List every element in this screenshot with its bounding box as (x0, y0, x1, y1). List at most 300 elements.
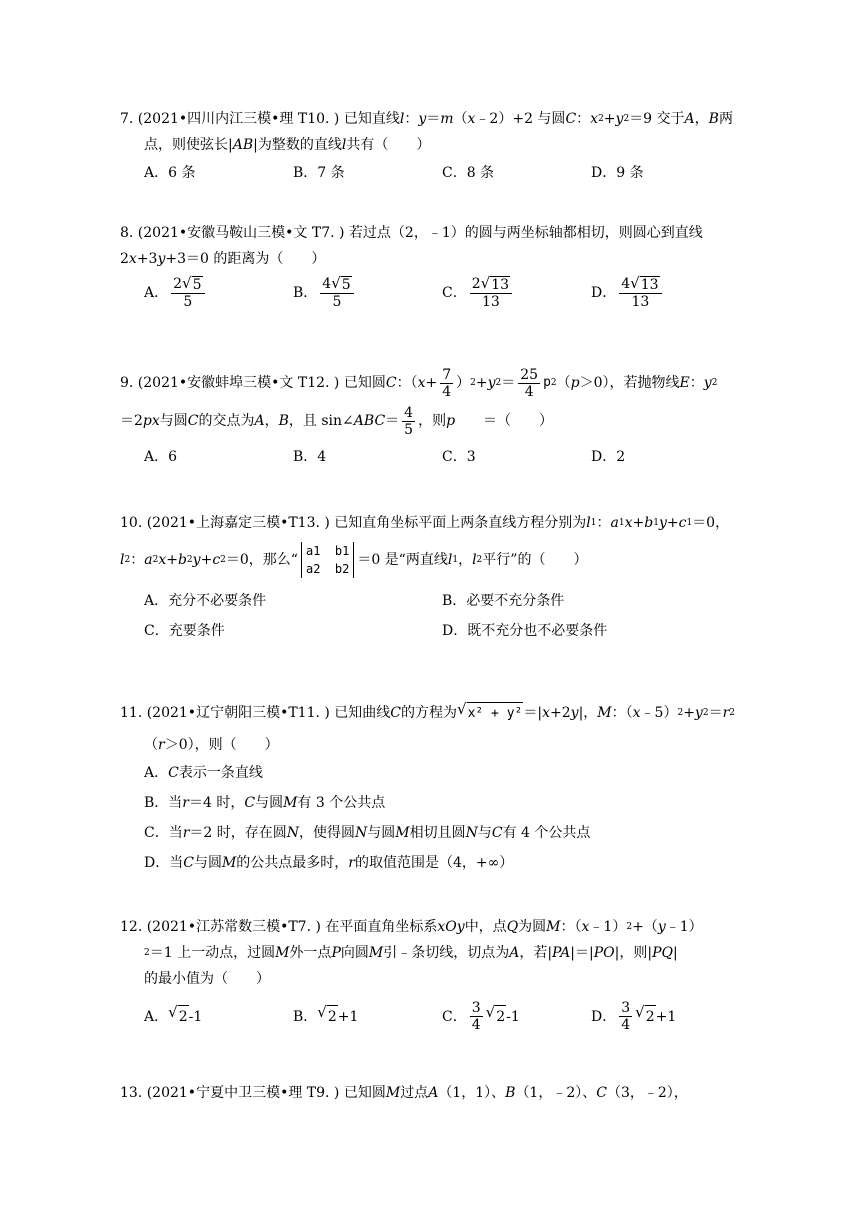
q9-text: ：（ (396, 375, 418, 391)
q11-text: C (491, 825, 503, 841)
q12-text: PQ (652, 945, 673, 961)
q8-option-label: A． (144, 285, 169, 301)
q10-option-a[interactable]: A．充分不必要条件 (144, 593, 267, 609)
q8-text: x (128, 251, 137, 267)
q10-option-d[interactable]: D．既不充分也不必要条件 (442, 623, 608, 639)
q12-text: 2 (144, 948, 150, 958)
q11-text: 与圆 (367, 825, 396, 841)
q10-text: c (212, 552, 221, 568)
q11-text: （ (144, 737, 158, 753)
q10-text: 2 (152, 555, 159, 565)
q12-text: ，若| (519, 945, 553, 961)
q9-options (120, 446, 740, 468)
q11-text: N (465, 825, 478, 841)
q11-text: ＝2 时，存在圆 (189, 825, 287, 841)
q8-radicand: 13 (640, 277, 659, 293)
q11-option-c[interactable] (144, 818, 740, 848)
q7-text: （ (453, 111, 468, 127)
q10-text: 2 (124, 555, 131, 565)
q8-radicand: 5 (341, 277, 351, 293)
q9-text: C (385, 375, 397, 391)
q7-text: y (418, 111, 427, 127)
q11-text: 表示一条直线 (178, 765, 263, 781)
fraction: 2 √ 5 5 (171, 276, 204, 310)
q10-option-b[interactable]: B．必要不充分条件 (442, 593, 565, 609)
q11-text: 与 (477, 825, 492, 841)
q12-text: M (275, 945, 290, 961)
q11-text: 2 (729, 708, 736, 718)
q10-text: + (632, 515, 645, 531)
q10-text: 2 (220, 555, 226, 565)
q8-text: 2 (120, 251, 129, 267)
q12-text: ＝1 上一动点，过圆 (149, 945, 276, 961)
q12-text: 向圆 (340, 945, 369, 961)
fraction (470, 1000, 483, 1033)
q10-text: + (666, 515, 679, 531)
q11-text: 的取值范围是（4，+∞） (355, 855, 514, 871)
q9-text: y (487, 375, 496, 391)
q10-text: ： (130, 552, 145, 568)
q9-text: x (417, 375, 426, 391)
q11-text: +2 (550, 705, 571, 721)
question-12 (120, 914, 740, 1033)
q12-frac-num: 3 (471, 1000, 481, 1016)
q12-text: +1 (337, 1008, 359, 1025)
q11-text: ：（ (611, 705, 633, 721)
q12-text: -1 (506, 1008, 520, 1025)
q11-text: ＞0），则（ ） (164, 737, 279, 753)
q11-text: y (694, 705, 703, 721)
q12-text: +1 (655, 1008, 677, 1025)
q9-text: 2 (550, 378, 557, 388)
q11-text: M (395, 825, 410, 841)
q12-text: A (509, 945, 520, 961)
q8-coef: 4 (621, 276, 631, 292)
q7-line-2 (120, 132, 740, 158)
fraction (619, 1000, 632, 1033)
q12-text: +（ (632, 919, 658, 935)
q8-radicand: 5 (192, 277, 202, 293)
q9-text: （ (556, 375, 571, 391)
q7-text: ＝9 交于 (629, 111, 685, 127)
q11-text: C (390, 705, 402, 721)
q13-text: A (428, 1085, 439, 1101)
q11-text: N (355, 825, 368, 841)
q10-text: ， (458, 552, 473, 568)
q11-line-2 (120, 732, 740, 758)
q7-text: l (399, 111, 405, 127)
q10-text: ＝0， (692, 515, 730, 531)
q7-options (120, 162, 740, 184)
det-row-1: a1 b1 (305, 544, 350, 558)
q7-option-c[interactable]: C．8 条 (442, 165, 495, 181)
q9-frac-num: 25 (520, 366, 539, 383)
q12-option-label: B． (293, 1008, 318, 1025)
q9-text: ： (689, 375, 704, 391)
q12-line-3 (120, 966, 740, 992)
q12-options (120, 1000, 740, 1033)
q9-text: 2 (495, 378, 502, 388)
q8-option-a[interactable] (144, 276, 293, 310)
q9-text: 与圆 (159, 413, 188, 429)
q7-text: |为整数的直线 (253, 137, 342, 153)
q8-text: 8. (2021•安徽马鞍山三模•文 T7. ) 若过点（2，﹣1）的圆与两坐标轴都相切，则圆心到直线 (120, 225, 703, 241)
q11-option-d[interactable] (144, 848, 740, 878)
q12-text: |＝| (570, 945, 594, 961)
q11-text: ﹣5） (640, 705, 678, 721)
fraction: 2 √ 13 13 (470, 276, 512, 310)
q7-option-d[interactable]: D．9 条 (591, 165, 644, 181)
q10-text: a (144, 552, 153, 568)
q10-text: a (610, 515, 619, 531)
q7-text: m (440, 111, 454, 127)
q10-text: 1 (618, 518, 625, 528)
q13-text: （3，﹣2）， (606, 1085, 688, 1101)
q12-text: 为圆 (518, 919, 547, 935)
q12-option-a[interactable] (144, 1000, 293, 1033)
q10-text: ＝0 是“两直线 (357, 552, 448, 568)
q12-text: 中，点 (464, 919, 507, 935)
q9-text: C (187, 413, 199, 429)
q8-text: y (157, 251, 166, 267)
q12-text: 的最小值为（ ） (144, 971, 270, 987)
fraction: 4 √ 5 5 (320, 276, 353, 310)
q11-text: + (683, 705, 695, 721)
q9-text: ，且 sin∠ (288, 413, 354, 429)
q10-text: b (644, 515, 654, 531)
q9-text: E (679, 375, 690, 391)
q11-text: 与圆 (193, 855, 222, 871)
q11-text: 与圆 (255, 795, 284, 811)
q7-text: x (590, 111, 599, 127)
q9-text: p (446, 413, 456, 429)
q11-text: C (244, 795, 256, 811)
q11-text: 相切且圆 (409, 825, 466, 841)
q8-coef: 2 (173, 276, 183, 292)
q10-text: ＝0，那么“ (225, 552, 298, 568)
q8-text: +3＝0 的距离为（ ） (165, 251, 326, 267)
q11-text: D．当 (144, 855, 184, 871)
q7-text: C (565, 111, 577, 127)
q10-text: x (158, 552, 167, 568)
q9-text: ， (264, 413, 279, 429)
q11-text: r (722, 705, 730, 721)
q9-text: px (142, 413, 160, 429)
q11-text: C (183, 855, 194, 871)
q11-text: ＝4 时， (189, 795, 245, 811)
q11-text: r (348, 855, 355, 871)
q11-text: r (158, 737, 165, 753)
fraction (402, 405, 415, 438)
q8-line-1 (120, 220, 740, 246)
q7-text: 点，则使弦长| (144, 137, 233, 153)
q11-text: M (597, 705, 612, 721)
q8-option-b[interactable] (293, 276, 442, 310)
q10-text: 1 (686, 518, 693, 528)
q9-text: 9. (2021•安徽蚌埠三模•文 T12. ) 已知圆 (120, 375, 386, 391)
q11-text: 有 3 个公共点 (297, 795, 386, 811)
q11-text: C．当 (144, 825, 183, 841)
question-13 (120, 1080, 740, 1106)
q9-option-d[interactable]: D．2 (591, 449, 626, 465)
q13-line-1 (120, 1080, 740, 1106)
q9-text: ＝（ ） (455, 413, 554, 429)
q11-text: ＝| (523, 705, 543, 721)
q9-frac-den: 4 (442, 383, 452, 400)
q9-line-1 (120, 364, 740, 402)
q11-text: B．当 (144, 795, 183, 811)
q7-text: ， (694, 111, 709, 127)
q12-radicand: 2 (645, 1005, 656, 1028)
q7-option-b[interactable]: B．7 条 (293, 165, 345, 181)
q10-text: l (120, 552, 125, 568)
q9-text: p (543, 375, 551, 390)
q12-text: PA (552, 945, 571, 961)
q9-text: + (475, 375, 488, 391)
q10-text: l (447, 552, 453, 568)
q10-line-1 (120, 510, 740, 536)
q10-options-row-1 (120, 590, 740, 612)
q11-options (120, 758, 740, 878)
q7-text: 2 (623, 114, 630, 124)
q9-line-2 (120, 402, 740, 440)
q11-text: 11. (2021•辽宁朝阳三模•T11. ) 已知曲线 (120, 705, 391, 721)
q7-line-1 (120, 106, 740, 132)
q7-option-a[interactable]: A．6 条 (144, 165, 196, 181)
q11-text: N (286, 825, 300, 841)
q11-line-1 (120, 694, 740, 732)
q12-radicand: 2 (178, 1005, 189, 1028)
q10-line-2 (120, 536, 740, 584)
fraction: 4 √ 13 13 (619, 276, 661, 310)
q12-text: 12. (2021•江苏常数三模•T7. ) 在平面直角坐标系 (120, 919, 438, 935)
q10-options-row-2 (120, 620, 740, 642)
q9-text: 2 (711, 378, 718, 388)
q8-option-label: B． (293, 285, 318, 301)
q11-text: r (182, 795, 189, 811)
q13-text: （1，﹣2）、 (515, 1085, 597, 1101)
q9-frac-num: 4 (404, 404, 414, 421)
square-root: √ 2 (486, 1005, 506, 1028)
q13-text: C (596, 1085, 607, 1101)
q12-option-label: C． (442, 1008, 467, 1025)
q11-option-b[interactable] (144, 788, 740, 818)
q8-line-2 (120, 246, 740, 272)
question-11 (120, 694, 740, 878)
q9-frac-den: 4 (524, 383, 534, 400)
square-root: √ 2 (168, 1005, 188, 1028)
question-7 (120, 106, 740, 184)
q7-text: x (467, 111, 476, 127)
q13-text: M (385, 1085, 401, 1101)
q8-den: 5 (332, 294, 342, 310)
q10-text: l (472, 552, 477, 568)
q12-line-1 (120, 914, 740, 940)
q12-text: x (581, 919, 590, 935)
q11-text: y (570, 705, 579, 721)
square-root: √ 2 (317, 1005, 337, 1028)
q11-text: M (283, 795, 298, 811)
q9-option-b[interactable]: B．4 (293, 449, 327, 465)
q9-text: ） (456, 375, 471, 391)
q12-text: y (657, 919, 666, 935)
q10-option-c[interactable]: C．充要条件 (144, 623, 225, 639)
q12-text: ：（ (560, 919, 582, 935)
q10-text: + (166, 552, 178, 568)
square-root: √ 2 (635, 1005, 655, 1028)
q11-text: x (632, 705, 641, 721)
q12-option-label: A． (144, 1008, 169, 1025)
q9-option-c[interactable]: C．3 (442, 449, 476, 465)
q11-text: M (221, 855, 237, 871)
q8-radicand: 13 (491, 277, 510, 293)
q10-text: 2 (476, 555, 483, 565)
q11-text: 2 (677, 708, 684, 718)
q9-text: 的交点为 (198, 413, 255, 429)
q8-option-d[interactable] (591, 276, 740, 310)
q10-text: + (200, 552, 213, 568)
q12-option-d[interactable] (591, 1000, 740, 1033)
q9-text: B (278, 413, 289, 429)
q9-text: ABC (353, 413, 386, 429)
q12-text: 外一点 (289, 945, 332, 961)
question-10 (120, 510, 740, 642)
q12-text: ﹣1） (665, 919, 703, 935)
q7-text: AB (232, 137, 254, 153)
q9-text: ，则 (418, 413, 447, 429)
q8-den: 13 (631, 294, 650, 310)
q12-option-label: D． (591, 1008, 617, 1025)
q12-radicand: 2 (495, 1005, 506, 1028)
q8-option-c[interactable] (442, 276, 591, 310)
q12-text: PO (593, 945, 615, 961)
question-9 (120, 364, 740, 468)
q10-text: b (177, 552, 187, 568)
q11-text: 的方程为 (401, 705, 458, 721)
q7-text: ： (576, 111, 591, 127)
square-root: √ x² + y² (457, 702, 523, 725)
q13-text: 过点 (400, 1085, 429, 1101)
q12-text: 2 (626, 922, 633, 932)
q12-text: M (368, 945, 384, 961)
q8-option-label: C． (442, 285, 467, 301)
q10-text: y (192, 552, 201, 568)
q12-text: P (331, 945, 341, 961)
q7-text: + (603, 111, 616, 127)
q9-text: + (425, 375, 438, 391)
q12-text: | (672, 945, 678, 961)
q12-text: |，则| (614, 945, 653, 961)
q11-text: C (168, 765, 179, 781)
q9-option-a[interactable]: A．6 (144, 449, 178, 465)
q8-coef: 4 (322, 276, 332, 292)
q10-text: 2 (186, 555, 193, 565)
det-row-2: a2 b2 (305, 562, 350, 576)
q7-text: ： (404, 111, 419, 127)
q12-text: xOy (437, 919, 465, 935)
q11-text: |， (578, 705, 598, 721)
q12-text: -1 (188, 1008, 203, 1025)
q10-text: 1 (653, 518, 659, 528)
q9-text: ＞0），若抛物线 (579, 375, 680, 391)
q10-text: y (658, 515, 667, 531)
q7-text: B (708, 111, 719, 127)
q7-text: ﹣2）+2 与圆 (475, 111, 566, 127)
q8-text: +3 (136, 251, 158, 267)
q13-text: B (505, 1085, 516, 1101)
q10-text: x (624, 515, 633, 531)
q9-text: A (254, 413, 265, 429)
q12-frac-den: 4 (621, 1017, 631, 1033)
fraction (440, 367, 453, 400)
q12-option-b[interactable] (293, 1000, 442, 1033)
q7-text: 7. (2021•四川内江三模•理 T10. ) 已知直线 (120, 111, 400, 127)
q9-text: ＝ (501, 375, 516, 391)
q7-text: A (684, 111, 695, 127)
q8-den: 13 (481, 294, 500, 310)
q12-text: 引﹣条切线，切点为 (383, 945, 510, 961)
q8-options (120, 276, 740, 310)
q11-text: 的公共点最多时， (236, 855, 349, 871)
q11-option-a[interactable] (144, 758, 740, 788)
q11-text: r (182, 825, 190, 841)
question-8 (120, 220, 740, 310)
q10-text: 平行”的（ ） (482, 552, 588, 568)
q12-frac-num: 3 (621, 1000, 631, 1016)
q11-text: ＝ (708, 705, 723, 721)
q11-text: x (542, 705, 550, 721)
q7-text: 共有（ ） (346, 137, 431, 153)
q8-den: 5 (183, 294, 193, 310)
q10-text: 10. (2021•上海嘉定三模•T13. ) 已知直角坐标平面上两条直线方程分别为 (120, 515, 587, 531)
q12-frac-den: 4 (471, 1017, 481, 1033)
q10-text: 1 (452, 555, 459, 565)
q9-text: y (703, 375, 712, 391)
fraction (518, 367, 540, 400)
q9-frac-num: 7 (442, 366, 452, 383)
q12-line-2 (120, 940, 740, 966)
q12-option-c[interactable] (442, 1000, 591, 1033)
q7-text: y (615, 111, 624, 127)
q13-text: 13. (2021•宁夏中卫三模•理 T9. ) 已知圆 (120, 1085, 386, 1101)
determinant (301, 542, 354, 578)
q10-text: 1 (590, 518, 597, 528)
q9-text: ＝2 (120, 413, 143, 429)
q10-text: ： (596, 515, 611, 531)
q7-text: 两 (718, 111, 733, 127)
q11-text: A． (144, 765, 169, 781)
q12-text: ﹣1） (589, 919, 627, 935)
q8-coef: 2 (471, 276, 481, 292)
q9-frac-den: 5 (404, 421, 414, 438)
q9-text: ＝ (385, 413, 400, 429)
q11-text: 2 (702, 708, 709, 718)
q7-text: 2 (598, 114, 604, 124)
q10-text: c (678, 515, 687, 531)
q12-text: M (546, 919, 561, 935)
q12-radicand: 2 (327, 1005, 338, 1028)
q10-text: l (586, 515, 591, 531)
q9-text: 2 (470, 378, 476, 388)
q11-radicand: x² + y² (467, 702, 524, 725)
q9-text: p (570, 375, 580, 391)
q12-text: Q (506, 919, 519, 935)
q7-text: ＝ (426, 111, 441, 127)
q8-option-label: D． (591, 285, 617, 301)
q11-text: ，使得圆 (299, 825, 356, 841)
q7-text: l (341, 137, 347, 153)
q11-text: 有 4 个公共点 (502, 825, 591, 841)
